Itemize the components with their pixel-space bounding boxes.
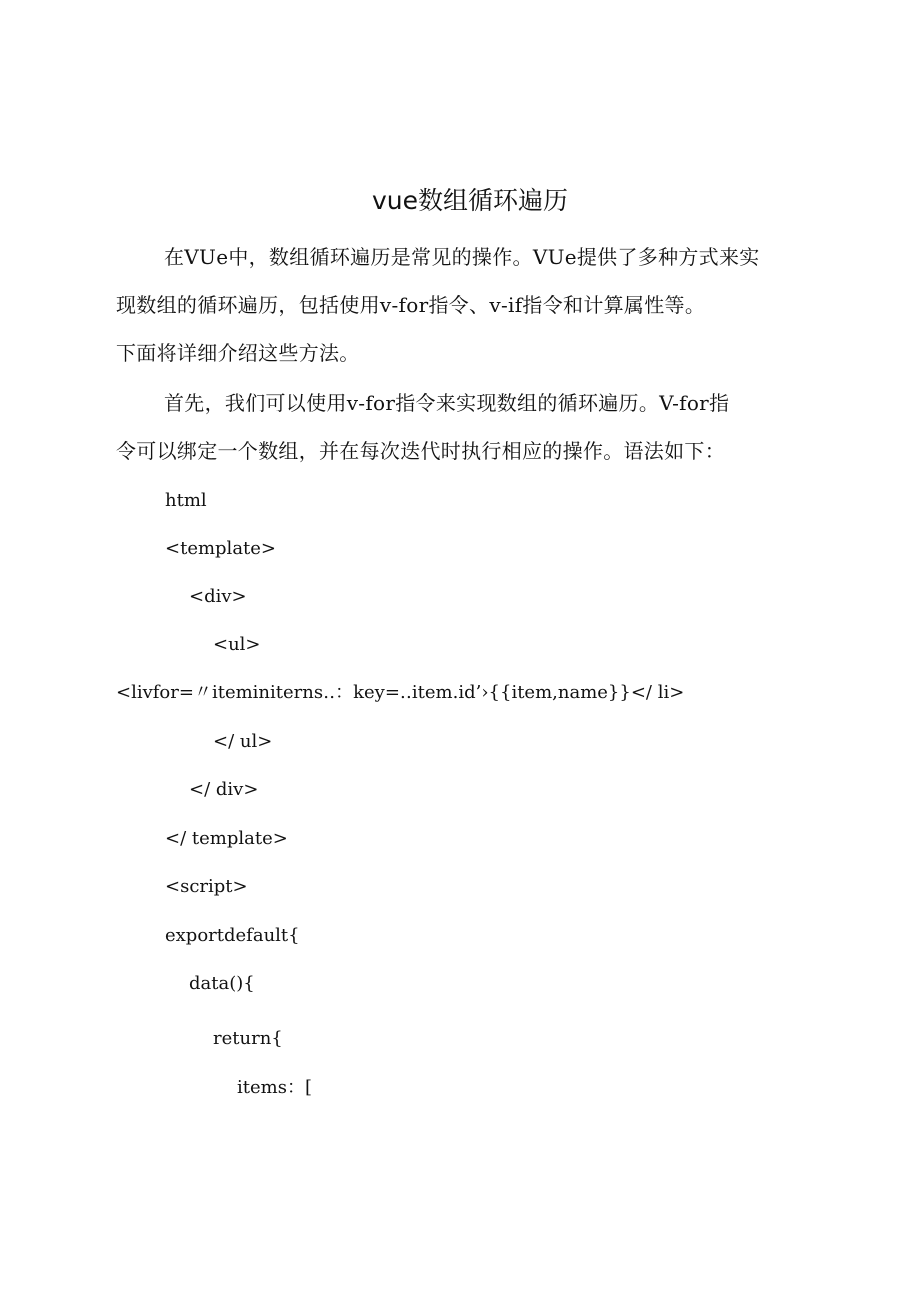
paragraph-line: 首先，我们可以使用v-for指令来实现数组的循环遍历。V-for指	[164, 391, 730, 415]
paragraph-line: 令可以绑定一个数组，并在每次迭代时执行相应的操作。语法如下：	[116, 439, 725, 463]
code-line: data(){	[189, 973, 255, 994]
code-line: </ ul>	[213, 731, 273, 752]
paragraph-line: 在VUe中，数组循环遍历是常见的操作。VUe提供了多种方式来实	[164, 245, 760, 269]
code-line: exportdefault{	[165, 925, 300, 946]
code-line: <template>	[165, 538, 277, 559]
code-line: <ul>	[213, 634, 261, 655]
code-line: <script>	[165, 876, 248, 897]
document-title: vue数组循环遍历	[371, 186, 569, 215]
code-line: return{	[213, 1028, 283, 1049]
code-line: html	[165, 490, 207, 511]
code-line: </ template>	[165, 828, 288, 849]
paragraph-line: 下面将详细介绍这些方法。	[116, 341, 360, 365]
code-line: <livfor=〃iteminiterns‥：key=‥item.id’›{{item,name}}</ li>	[116, 682, 685, 703]
code-line: <div>	[189, 586, 247, 607]
paragraph-line: 现数组的循环遍历，包括使用v-for指令、v-if指令和计算属性等。	[116, 293, 706, 317]
code-line: items：[	[237, 1077, 312, 1098]
code-line: </ div>	[189, 779, 259, 800]
